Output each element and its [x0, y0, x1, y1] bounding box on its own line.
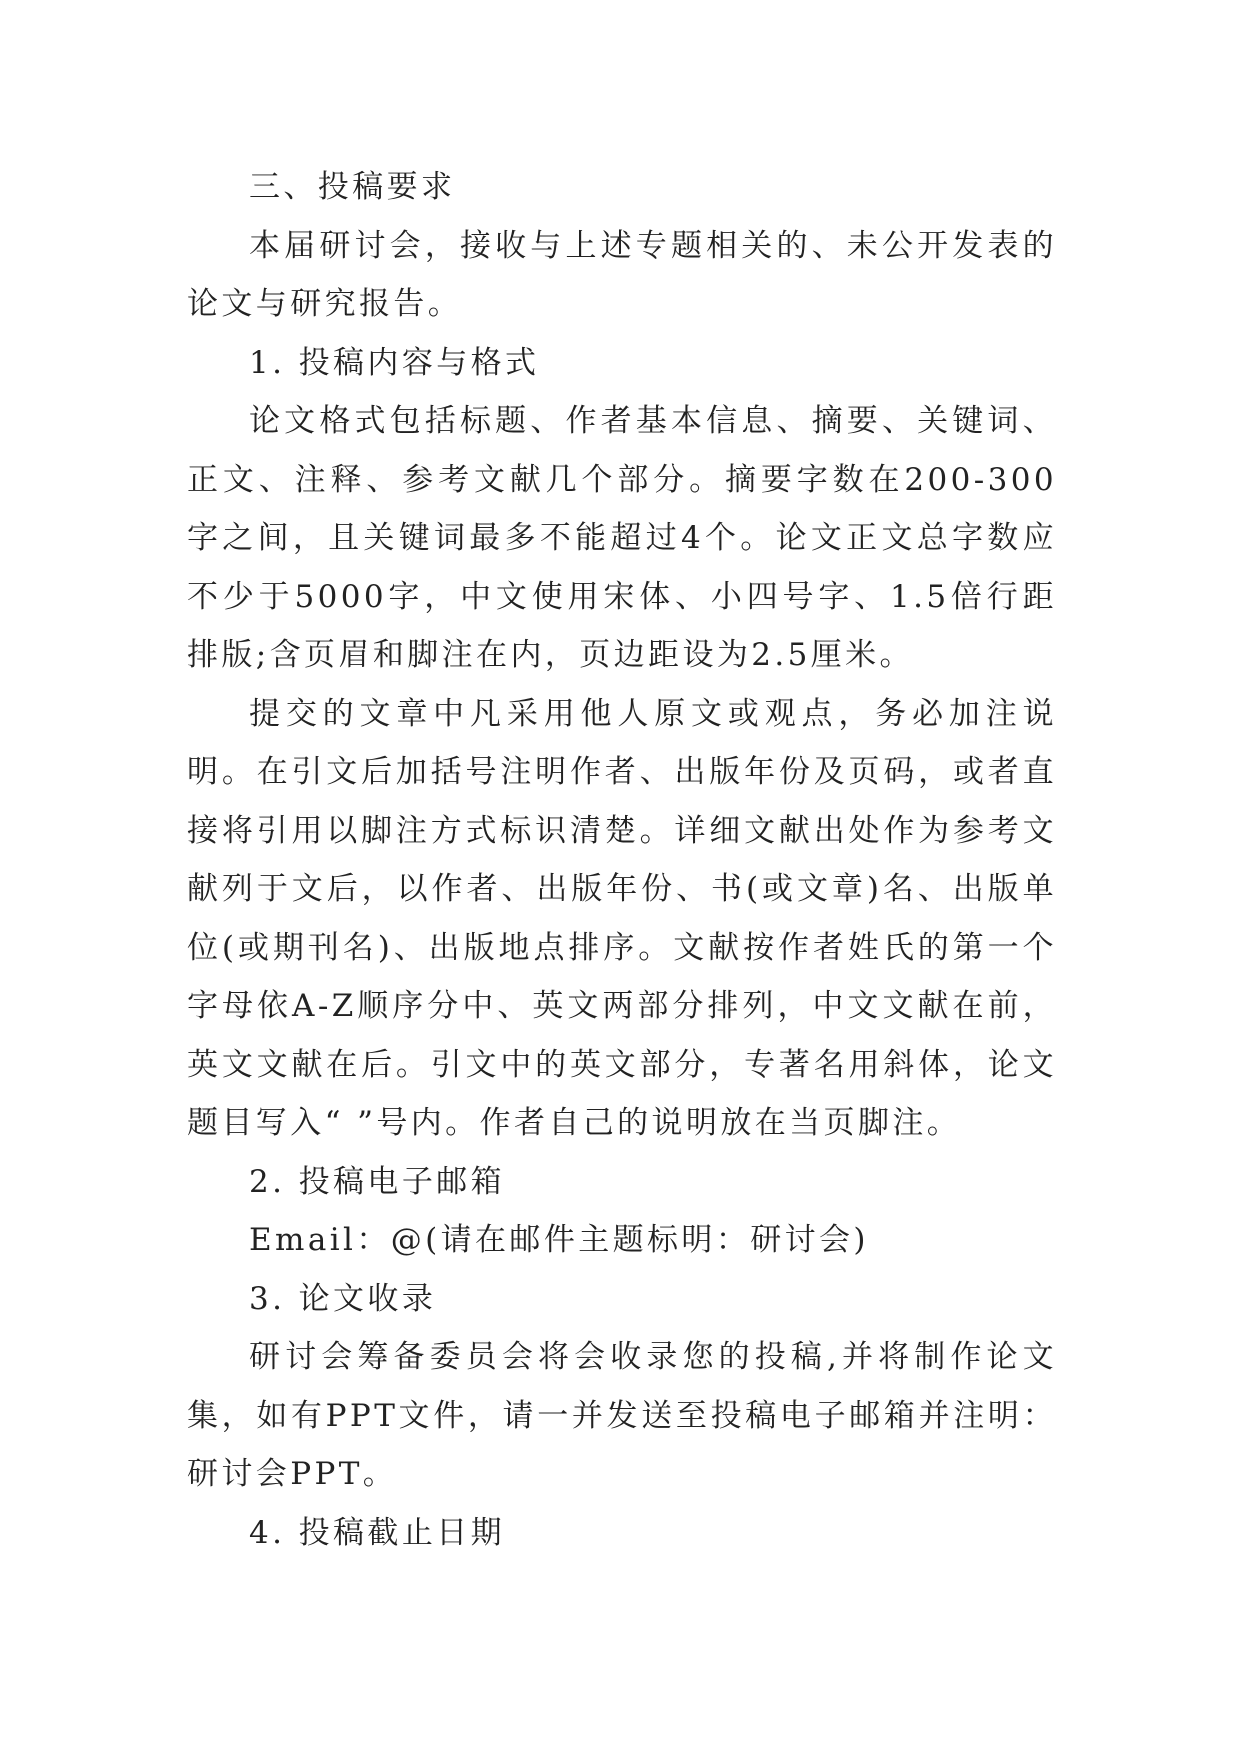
- item3-heading: 3. 论文收录: [249, 1280, 437, 1317]
- email-line: Email：@(请在邮件主题标明：研讨会): [249, 1222, 869, 1258]
- item2-heading: 2. 投稿电子邮箱: [249, 1163, 506, 1200]
- document-body: [187, 158, 1057, 1562]
- format-paragraph: 论文格式包括标题、作者基本信息、摘要、关键词、正文、注释、参考文献几个部分。摘要字数在200-300字之间，且关键词最多不能超过4个。论文正文总字数应不少于5000字，中文使用宋体、小四号字、1.5倍行距排版;含页眉和脚注在内，页边距设为2.5厘米。: [187, 403, 1057, 673]
- section-heading: 三、投稿要求: [249, 169, 456, 205]
- intro-paragraph: 本届研讨会，接收与上述专题相关的、未公开发表的论文与研究报告。: [187, 227, 1057, 322]
- citation-paragraph: 提交的文章中凡采用他人原文或观点，务必加注说明。在引文后加括号注明作者、出版年份及页码，或者直接将引用以脚注方式标识清楚。详细文献出处作为参考文献列于文后，以作者、出版年份、书(或文章)名、出版单位(或期刊名)、出版地点排序。文献按作者姓氏的第一个字母依A-Z顺序分中、英文两部分排列，中文文献在前，英文文献在后。引文中的英文部分，专著名用斜体，论文题目写入“ ”号内。作者自己的说明放在当页脚注。: [187, 695, 1057, 1141]
- collection-paragraph: 研讨会筹备委员会将会收录您的投稿,并将制作论文集，如有PPT文件，请一并发送至投稿电子邮箱并注明：研讨会PPT。: [187, 1339, 1057, 1492]
- item1-heading: 1. 投稿内容与格式: [249, 344, 540, 381]
- item4-heading: 4. 投稿截止日期: [249, 1514, 506, 1551]
